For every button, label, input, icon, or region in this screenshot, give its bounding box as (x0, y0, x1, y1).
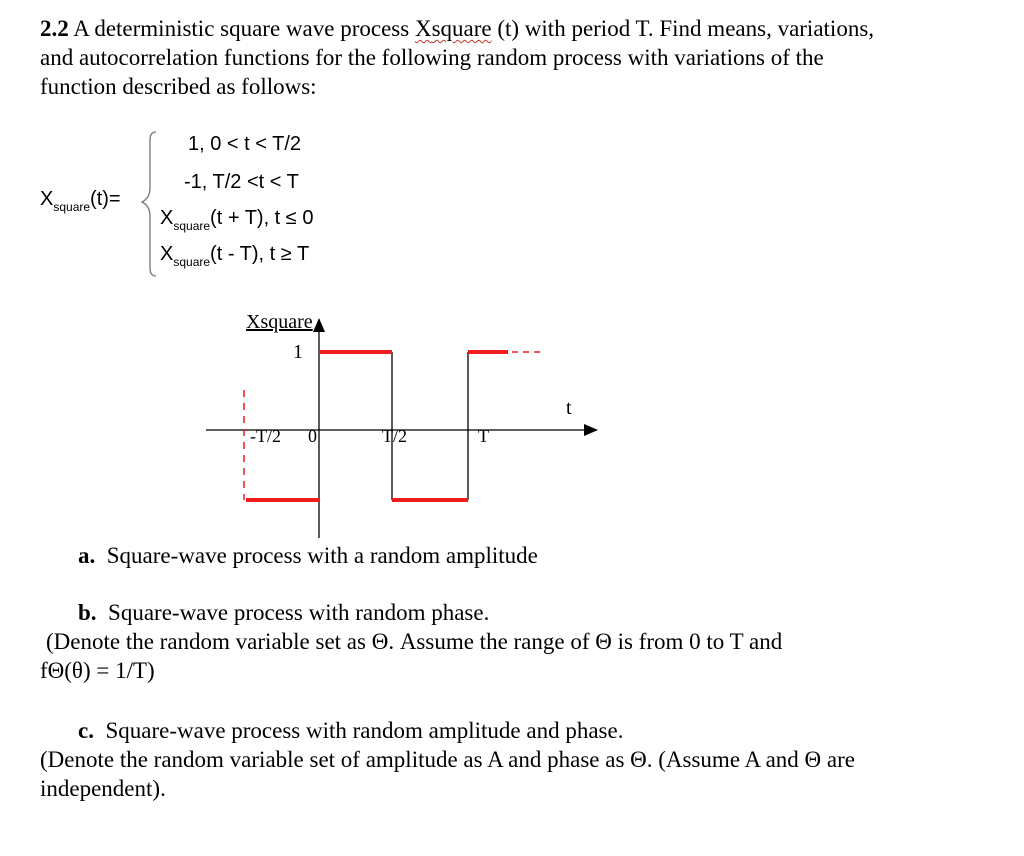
part-b-label: b. (78, 600, 97, 625)
part-c-text: Square-wave process with random amplitude and phase. (105, 718, 624, 743)
piecewise-case-2: -1, T/2 <t < T (184, 171, 299, 193)
part-a-text: Square-wave process with a random amplitude (106, 543, 538, 568)
problem-number: 2.2 (40, 16, 69, 41)
x-square-symbol: Xsquare (414, 16, 492, 41)
piecewise-case-4: $X_{square}(t - T)$, t ≥ T (160, 243, 310, 269)
part-c-note-1: (Denote the random variable set of amplitude as A and phase as Θ. (Assume A and Θ are (40, 747, 855, 772)
part-b-text: Square-wave process with random phase. (108, 600, 490, 625)
piecewise-case-3: $X_{square}(t + T)$, t ≤ 0 (160, 207, 314, 233)
y-tick-1: 1 (293, 341, 303, 363)
problem-line-2: and autocorrelation functions for the following random process with variations of the (40, 45, 824, 70)
part-b-note-1: (Denote the random variable set as Θ. Assume the range of Θ is from 0 to T and (46, 629, 783, 654)
problem-intro: A deterministic square wave process (68, 16, 415, 41)
x-axis-arrow-icon (584, 424, 598, 436)
piecewise-lhs: $X_{square}(t)=$ (40, 188, 121, 214)
part-b (78, 598, 489, 627)
y-axis-arrow-icon (313, 318, 325, 332)
y-axis-label: Xsquare (246, 311, 313, 333)
x-tick-neg-half: -T/2 (250, 426, 281, 446)
part-c-note-2: independent). (40, 776, 166, 801)
piecewise-case-1: 1, 0 < t < T/2 (188, 133, 302, 155)
problem-period: (t) with period T. Find means, variations, (491, 16, 875, 41)
x-tick-zero: 0 (308, 426, 317, 446)
part-a-label: a. (78, 543, 96, 568)
part-a (78, 541, 538, 570)
part-c-label: c. (78, 718, 94, 743)
part-c (78, 716, 623, 745)
x-tick-t: T (478, 426, 489, 446)
problem-line-3: function described as follows: (40, 74, 317, 99)
x-tick-half: T/2 (382, 426, 407, 446)
x-axis-label: t (566, 397, 572, 419)
part-b-note-2: fΘ(θ) = 1/T) (40, 658, 155, 683)
